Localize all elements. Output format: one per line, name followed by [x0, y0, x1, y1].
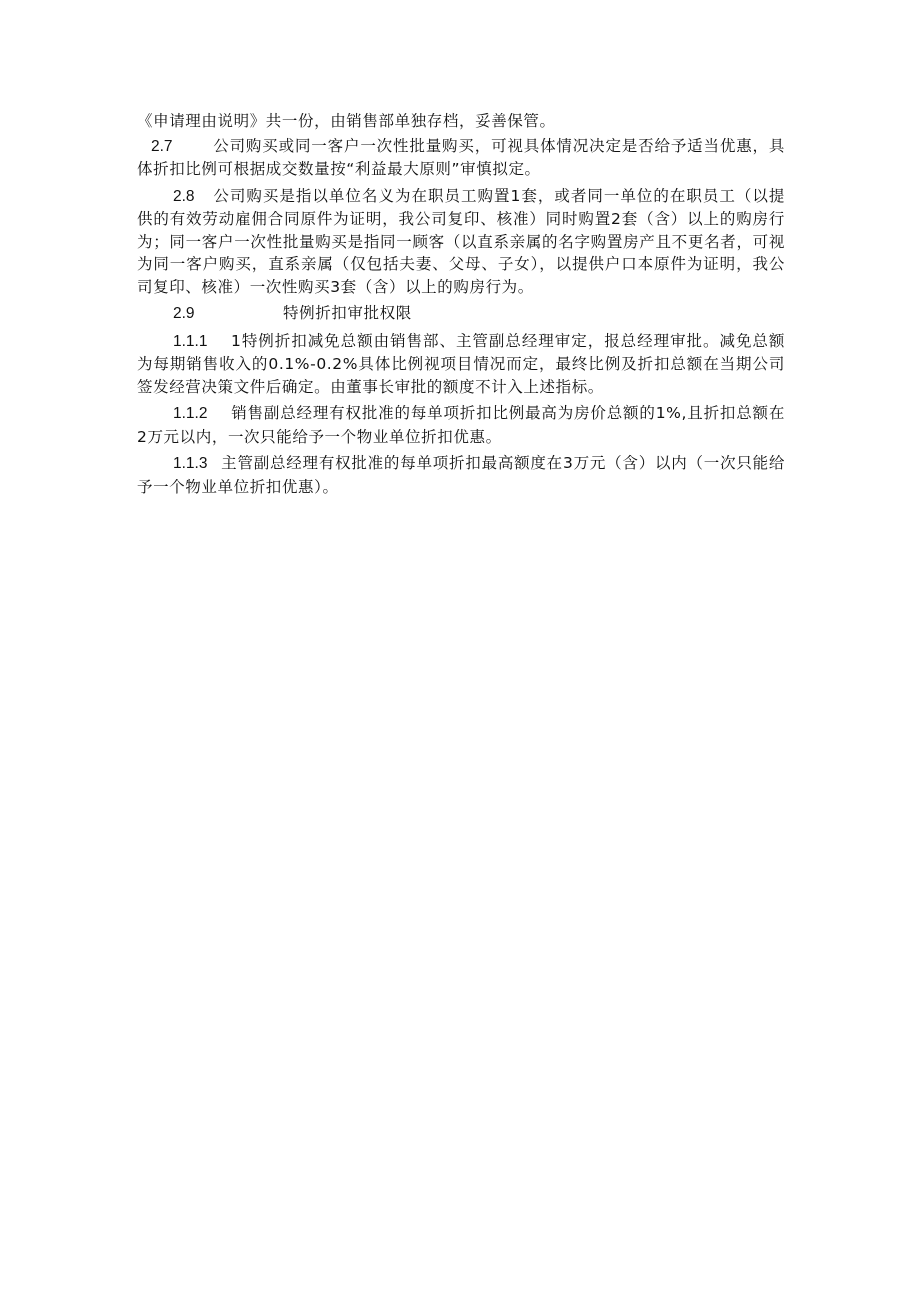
paragraph-text: 1特例折扣减免总额由销售部、主管副总经理审定，报总经理审批。减免总额为每期销售收入的0.1%-0.2%具体比例视项目情况而定，最终比例及折扣总额在当期公司签发经营决策文件后确定。由董事长审批的额度不计入上述指标。	[137, 331, 785, 396]
paragraph-1-1-1	[137, 330, 785, 399]
paragraph-text: 销售副总经理有权批准的每单项折扣比例最高为房价总额的1%,且折扣总额在2万元以内，一次只能给予一个物业单位折扣优惠。	[137, 404, 785, 446]
paragraph-2-7	[137, 135, 785, 181]
paragraph-text: 公司购买是指以单位名义为在职员工购置1套，或者同一单位的在职员工（以提供的有效劳动雇佣合同原件为证明，我公司复印、核准）同时购置2套（含）以上的购房行为；同一客户一次性批量购买是指同一顾客（以直系亲属的名字购置房产且不更名者，可视为同一客户购买，直系亲属（仅包括夫妻、父母、子女），以提供户口本原件为证明，我公司复印、核准）一次性购买3套（含）以上的购房行为。	[137, 186, 785, 296]
section-number: 2.9	[173, 305, 195, 322]
paragraph-text: 公司购买或同一客户一次性批量购买，可视具体情况决定是否给予适当优惠，具体折扣比例可根据成交数量按“利益最大原则”审慎拟定。	[137, 136, 785, 178]
section-number: 2.7	[151, 137, 173, 155]
section-number: 1.1.3	[173, 455, 208, 472]
paragraph-application-note	[137, 110, 785, 133]
paragraph-1-1-3	[137, 452, 785, 498]
paragraph-1-1-2	[137, 402, 785, 448]
paragraph-2-9	[137, 302, 785, 326]
document-body	[137, 110, 785, 502]
paragraph-text: 《申请理由说明》共一份，由销售部单独存档，妥善保管。	[137, 112, 556, 130]
section-number: 1.1.1	[173, 332, 208, 350]
paragraph-text: 主管副总经理有权批准的每单项折扣最高额度在3万元（含）以内（一次只能给予一个物业单位折扣优惠）。	[137, 454, 785, 496]
paragraph-text: 特例折扣审批权限	[283, 304, 412, 322]
section-number: 1.1.2	[173, 405, 208, 422]
section-number: 2.8	[173, 187, 195, 205]
paragraph-2-8	[137, 185, 785, 299]
